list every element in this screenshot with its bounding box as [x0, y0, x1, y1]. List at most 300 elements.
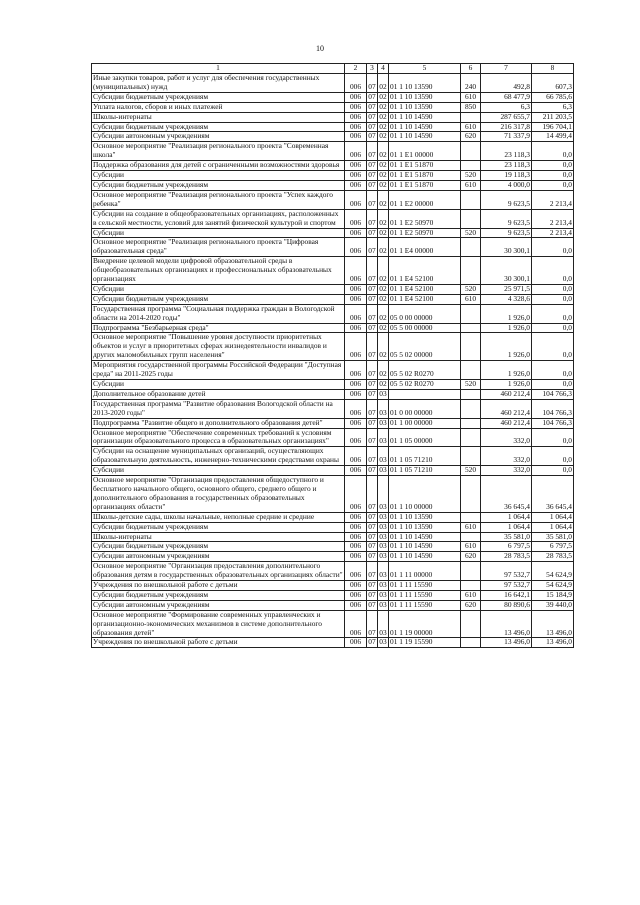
item-name: Государственная программа "Социальная поддержка граждан в Вологодской области на 2014-2020 годы" [92, 304, 345, 323]
item-name: Субсидии [92, 284, 345, 294]
amount-year-1: 1 926,0 [481, 304, 532, 323]
subsection-code: 03 [379, 541, 387, 551]
expense-type-code: 620 [461, 600, 481, 610]
subsection-code: 02 [379, 228, 387, 237]
amount-year-2: 0,0 [532, 323, 574, 333]
amount-year-2: 0,0 [532, 284, 574, 294]
amount-year-1: 4 000,0 [481, 180, 532, 190]
amount-year-1: 13 496,0 [481, 610, 532, 638]
ministry-code: 006 [345, 304, 367, 323]
table-row [92, 294, 574, 304]
target-article-code: 05 5 00 00000 [389, 323, 461, 333]
subsection-code: 02 [378, 209, 389, 228]
header-cell: 5 [389, 64, 461, 74]
target-article-code: 01 1 10 13590 [389, 522, 461, 532]
target-article-code: 01 1 E2 50970 [389, 209, 461, 228]
ministry-code: 006 [345, 428, 367, 447]
target-article-code: 01 1 10 13590 [389, 512, 461, 522]
subsection-code: 03 [379, 600, 387, 609]
amount-year-1: 19 118,3 [481, 171, 532, 181]
section-code: 07 [367, 238, 378, 257]
ministry-code: 006 [345, 294, 367, 304]
amount-year-1: 13 496,0 [481, 638, 532, 648]
target-article-code: 01 1 10 14590 [389, 122, 461, 132]
amount-year-2: 14 499,4 [532, 132, 574, 142]
subsection-code: 02 [379, 92, 387, 101]
table-row [92, 418, 574, 428]
subsection-code: 03 [379, 522, 387, 531]
item-name: Поддержка образования для детей с ограниченными возможностями здоровья [92, 161, 345, 171]
item-name: Субсидии на создание в общеобразовательных организациях, расположенных в сельской местности, условий для занятий физической культурой и спортом [92, 209, 345, 228]
expense-type-code: 610 [461, 522, 481, 532]
header-cell: 1 [92, 64, 345, 74]
ministry-code: 006 [345, 257, 367, 285]
item-name: Субсидии [92, 466, 345, 476]
item-name: Школы-детские сады, школы начальные, неполные средние и средние [92, 512, 345, 522]
target-article-code: 01 1 E1 51870 [389, 171, 461, 181]
amount-year-2: 28 783,5 [532, 552, 574, 562]
subsection-code: 03 [379, 465, 387, 475]
subsection-code: 03 [379, 590, 387, 599]
table-row [92, 532, 574, 542]
expense-type-code: 610 [461, 92, 481, 102]
amount-year-2: 2 213,4 [532, 190, 574, 209]
ministry-code: 006 [345, 389, 367, 399]
item-name: Уплата налогов, сборов и иных платежей [92, 102, 345, 112]
amount-year-2: 104 766,3 [532, 399, 574, 418]
header-row [92, 64, 574, 74]
expense-type-code: 520 [461, 380, 481, 390]
amount-year-1: 1 926,0 [481, 333, 532, 361]
table-row [92, 92, 574, 102]
subsection-code: 03 [378, 476, 389, 513]
amount-year-1: 1 926,0 [481, 361, 532, 380]
table-row [92, 209, 574, 228]
budget-table [91, 63, 574, 648]
table-row [92, 257, 574, 285]
ministry-code: 006 [345, 238, 367, 257]
target-article-code: 01 1 E1 51870 [389, 161, 461, 171]
expense-type-code [461, 333, 481, 361]
section-code: 07 [367, 428, 378, 447]
item-name: Учреждения по внешкольной работе с детьми [92, 581, 345, 591]
subsection-code: 02 [379, 180, 387, 189]
table-row [92, 512, 574, 522]
section-code: 07 [367, 304, 378, 323]
item-name: Субсидии автономным учреждениям [92, 600, 345, 610]
subsection-code: 02 [379, 294, 387, 303]
target-article-code: 05 0 00 00000 [389, 304, 461, 323]
target-article-code: 01 1 11 00000 [389, 562, 461, 581]
ministry-code: 006 [345, 228, 367, 238]
target-article-code: 01 1 E1 51870 [389, 180, 461, 190]
amount-year-2: 0,0 [532, 142, 574, 161]
amount-year-1: 35 581,0 [481, 532, 532, 542]
table-row [92, 284, 574, 294]
expense-type-code [461, 418, 481, 428]
amount-year-2: 36 645,4 [532, 476, 574, 513]
subsection-code: 02 [379, 122, 387, 131]
table-row [92, 380, 574, 390]
subsection-code: 03 [378, 447, 389, 466]
ministry-code: 006 [345, 638, 367, 648]
expense-type-code [461, 447, 481, 466]
section-code: 07 [368, 102, 376, 111]
section-code: 07 [368, 131, 376, 141]
target-article-code: 01 1 10 14590 [389, 532, 461, 542]
amount-year-1: 97 532,7 [481, 562, 532, 581]
target-article-code: 05 5 02 00000 [389, 333, 461, 361]
subsection-code: 02 [379, 102, 387, 111]
header-cell: 8 [532, 64, 574, 74]
ministry-code: 006 [345, 581, 367, 591]
ministry-code: 006 [345, 542, 367, 552]
target-article-code: 05 5 02 R0270 [389, 361, 461, 380]
item-name: Основное мероприятие "Обеспечение современных требований к условиям организации образовательного процесса в образовательных организациях" [92, 428, 345, 447]
amount-year-1: 68 477,9 [481, 92, 532, 102]
subsection-code: 02 [378, 142, 389, 161]
expense-type-code: 850 [461, 102, 481, 112]
table-row [92, 74, 574, 93]
ministry-code: 006 [345, 590, 367, 600]
amount-year-2: 0,0 [532, 361, 574, 380]
target-article-code: 01 1 E2 00000 [389, 190, 461, 209]
table-row [92, 590, 574, 600]
item-name: Основное мероприятие "Организация предоставления общедоступного и бесплатного начального общего, основного общего, среднего общего и дополнительного образования в государственных образовательных организациях области" [92, 476, 345, 513]
table-row [92, 238, 574, 257]
table-row [92, 600, 574, 610]
amount-year-2: 0,0 [532, 294, 574, 304]
table-row [92, 161, 574, 171]
target-article-code: 01 1 05 71210 [389, 447, 461, 466]
amount-year-1: 460 212,4 [481, 418, 532, 428]
section-code: 07 [368, 160, 376, 170]
expense-type-code [461, 209, 481, 228]
amount-year-2: 0,0 [532, 466, 574, 476]
table-row [92, 112, 574, 122]
amount-year-2: 2 213,4 [532, 209, 574, 228]
ministry-code: 006 [345, 122, 367, 132]
item-name: Субсидии бюджетным учреждениям [92, 92, 345, 102]
amount-year-2: 13 496,0 [532, 638, 574, 648]
item-name: Основное мероприятие "Реализация регионального проекта "Цифровая образовательная среда" [92, 238, 345, 257]
ministry-code: 006 [345, 92, 367, 102]
ministry-code: 006 [345, 180, 367, 190]
amount-year-1: 4 328,6 [481, 294, 532, 304]
amount-year-2: 6 797,5 [532, 542, 574, 552]
amount-year-1: 28 783,5 [481, 552, 532, 562]
ministry-code: 006 [345, 161, 367, 171]
subsection-code: 03 [378, 428, 389, 447]
subsection-code: 02 [379, 112, 387, 121]
subsection-code: 03 [379, 580, 387, 590]
amount-year-2: 196 704,1 [532, 122, 574, 132]
item-name: Субсидии бюджетным учреждениям [92, 180, 345, 190]
table-row [92, 428, 574, 447]
subsection-code: 02 [379, 379, 387, 388]
subsection-code: 03 [379, 389, 387, 398]
table-row [92, 228, 574, 238]
subsection-code: 03 [378, 399, 389, 418]
expense-type-code [461, 476, 481, 513]
item-name: Субсидии бюджетным учреждениям [92, 542, 345, 552]
expense-type-code [461, 581, 481, 591]
expense-type-code: 620 [461, 552, 481, 562]
amount-year-2: 0,0 [532, 333, 574, 361]
item-name: Субсидии автономным учреждениям [92, 132, 345, 142]
expense-type-code: 620 [461, 132, 481, 142]
section-code: 07 [367, 610, 378, 638]
subsection-code: 03 [378, 562, 389, 581]
section-code: 07 [368, 580, 376, 590]
ministry-code: 006 [345, 74, 367, 93]
ministry-code: 006 [345, 209, 367, 228]
item-name: Субсидии бюджетным учреждениям [92, 522, 345, 532]
amount-year-2: 0,0 [532, 428, 574, 447]
ministry-code: 006 [345, 171, 367, 181]
section-code: 07 [368, 92, 376, 101]
item-name: Основное мероприятие "Формирование современных управленческих и организационно-экономических механизмов в системе дополнительного образования детей" [92, 610, 345, 638]
item-name: Основное мероприятие "Реализация регионального проекта "Современная школа" [92, 142, 345, 161]
amount-year-1: 332,0 [481, 428, 532, 447]
section-code: 07 [368, 122, 376, 131]
amount-year-1: 460 212,4 [481, 389, 532, 399]
expense-type-code [461, 323, 481, 333]
expense-type-code [461, 532, 481, 542]
expense-type-code [461, 512, 481, 522]
item-name: Государственная программа "Развитие образования Вологодской области на 2013-2020 годы" [92, 399, 345, 418]
ministry-code: 006 [345, 102, 367, 112]
expense-type-code [461, 304, 481, 323]
target-article-code: 01 1 00 00000 [389, 418, 461, 428]
item-name: Основное мероприятие "Организация предоставления дополнительного образования детям в государственных образовательных организациях области" [93, 561, 343, 580]
section-code: 07 [367, 361, 378, 380]
table-row [92, 304, 574, 323]
header-cell: 6 [461, 64, 481, 74]
table-row [92, 122, 574, 132]
section-code: 07 [368, 228, 376, 237]
amount-year-2: 66 785,6 [532, 92, 574, 102]
section-code: 07 [367, 399, 378, 418]
item-name: Основное мероприятие "Реализация регионального проекта "Успех каждого ребенка" [92, 190, 345, 209]
ministry-code: 006 [345, 132, 367, 142]
table-row [92, 610, 574, 638]
amount-year-1: 9 623,5 [481, 190, 532, 209]
expense-type-code [461, 238, 481, 257]
amount-year-1: 492,8 [481, 74, 532, 93]
ministry-code: 006 [345, 142, 367, 161]
target-article-code: 01 1 11 15590 [389, 600, 461, 610]
target-article-code: 01 1 E4 52100 [389, 294, 461, 304]
table-row [92, 323, 574, 333]
section-code: 07 [367, 209, 378, 228]
table-row [92, 190, 574, 209]
amount-year-1: 6 797,5 [481, 542, 532, 552]
ministry-code: 006 [345, 512, 367, 522]
amount-year-2: 0,0 [532, 257, 574, 285]
ministry-code: 006 [345, 190, 367, 209]
subsection-code: 02 [379, 323, 387, 332]
subsection-code: 02 [379, 284, 387, 293]
amount-year-1: 1 064,4 [481, 522, 532, 532]
section-code: 07 [367, 562, 378, 581]
subsection-code: 02 [378, 238, 389, 257]
table-row [92, 361, 574, 380]
table-row [92, 389, 574, 399]
section-code: 07 [367, 257, 378, 285]
subsection-code: 03 [379, 418, 387, 427]
section-code: 07 [367, 447, 378, 466]
item-name: Основное мероприятие "Повышение уровня доступности приоритетных объектов и услуг в приоритетных сферах жизнедеятельности инвалидов и других маломобильных групп населения" [92, 333, 345, 361]
item-name: Школы-интернаты [92, 532, 345, 542]
target-article-code: 01 1 10 13590 [389, 92, 461, 102]
section-code: 07 [368, 590, 376, 599]
ministry-code: 006 [345, 476, 367, 513]
ministry-code: 006 [345, 418, 367, 428]
amount-year-2: 0,0 [532, 380, 574, 390]
amount-year-2: 15 184,9 [532, 590, 574, 600]
expense-type-code: 610 [461, 180, 481, 190]
target-article-code: 01 1 05 71210 [389, 466, 461, 476]
target-article-code: 01 1 11 15590 [389, 590, 461, 600]
item-name: Подпрограмма "Развитие общего и дополнительного образования детей" [92, 418, 345, 428]
amount-year-2: 211 203,5 [532, 112, 574, 122]
amount-year-2: 2 213,4 [532, 228, 574, 238]
amount-year-2: 0,0 [532, 161, 574, 171]
amount-year-2: 35 581,0 [532, 532, 574, 542]
item-name: Субсидии бюджетным учреждениям [92, 590, 345, 600]
table-row [92, 552, 574, 562]
ministry-code: 006 [345, 466, 367, 476]
table-row [92, 171, 574, 181]
section-code: 07 [368, 522, 376, 531]
target-article-code: 01 1 11 15590 [389, 581, 461, 591]
target-article-code: 01 1 10 14590 [389, 542, 461, 552]
amount-year-1: 1 064,4 [481, 512, 532, 522]
ministry-code: 006 [345, 112, 367, 122]
subsection-code: 03 [379, 532, 387, 541]
amount-year-2: 6,3 [532, 102, 574, 112]
ministry-code: 006 [345, 380, 367, 390]
ministry-code: 006 [345, 284, 367, 294]
target-article-code: 01 1 10 00000 [389, 476, 461, 513]
subsection-code: 03 [379, 512, 387, 521]
table-row [92, 542, 574, 552]
subsection-code: 02 [379, 131, 387, 141]
amount-year-1: 23 118,3 [481, 142, 532, 161]
section-code: 07 [368, 379, 376, 388]
section-code: 07 [368, 465, 376, 475]
target-article-code: 05 5 02 R0270 [389, 380, 461, 390]
expense-type-code: 520 [461, 228, 481, 238]
item-name: Субсидии на оснащение муниципальных организаций, осуществляющих образовательную деятельность, инженерно-техническими средствами охраны [92, 447, 345, 466]
section-code: 07 [367, 74, 378, 93]
target-article-code: 01 1 E2 50970 [389, 228, 461, 238]
amount-year-2: 607,3 [532, 74, 574, 93]
expense-type-code: 610 [461, 590, 481, 600]
section-code: 07 [368, 637, 376, 647]
target-article-code: 01 1 E1 00000 [389, 142, 461, 161]
item-name: Дополнительное образование детей [92, 389, 345, 399]
expense-type-code [461, 112, 481, 122]
item-name: Иные закупки товаров, работ и услуг для обеспечения государственных (муниципальных) нужд [92, 74, 345, 93]
table-row [92, 638, 574, 648]
subsection-code: 03 [379, 551, 387, 561]
target-article-code [389, 389, 461, 399]
section-code: 07 [368, 294, 376, 303]
amount-year-1: 30 300,1 [481, 257, 532, 285]
item-name: Субсидии [92, 380, 345, 390]
ministry-code: 006 [345, 447, 367, 466]
expense-type-code: 520 [461, 284, 481, 294]
page-number: 10 [316, 44, 324, 53]
amount-year-2: 54 624,9 [532, 562, 574, 581]
amount-year-2: 0,0 [532, 304, 574, 323]
section-code: 07 [368, 532, 376, 541]
table-row [92, 142, 574, 161]
item-name: Субсидии [92, 171, 345, 181]
table-row [92, 132, 574, 142]
table-row [92, 399, 574, 418]
subsection-code: 02 [378, 190, 389, 209]
amount-year-2: 0,0 [532, 180, 574, 190]
section-code: 07 [368, 512, 376, 521]
amount-year-2: 104 766,3 [532, 389, 574, 399]
amount-year-1: 36 645,4 [481, 476, 532, 513]
amount-year-1: 1 926,0 [481, 323, 532, 333]
expense-type-code: 610 [461, 294, 481, 304]
expense-type-code [461, 399, 481, 418]
amount-year-1: 332,0 [481, 466, 532, 476]
target-article-code: 01 1 05 00000 [389, 428, 461, 447]
item-name: Учреждения по внешкольной работе с детьми [92, 638, 345, 648]
amount-year-1: 80 890,6 [481, 600, 532, 610]
amount-year-2: 0,0 [532, 238, 574, 257]
expense-type-code: 520 [461, 171, 481, 181]
section-code: 07 [368, 389, 376, 398]
target-article-code: 01 1 10 14590 [389, 552, 461, 562]
subsection-code: 02 [378, 304, 389, 323]
expense-type-code [461, 389, 481, 399]
amount-year-1: 332,0 [481, 447, 532, 466]
amount-year-1: 1 926,0 [481, 380, 532, 390]
expense-type-code [461, 257, 481, 285]
subsection-code: 02 [379, 170, 387, 180]
target-article-code: 01 0 00 00000 [389, 399, 461, 418]
section-code: 07 [367, 142, 378, 161]
amount-year-2: 1 064,4 [532, 512, 574, 522]
section-code: 07 [368, 551, 376, 561]
header-cell: 3 [367, 64, 378, 74]
target-article-code: 01 1 19 00000 [389, 610, 461, 638]
amount-year-2: 13 496,0 [532, 610, 574, 638]
amount-year-2: 1 064,4 [532, 522, 574, 532]
target-article-code: 01 1 10 14590 [389, 132, 461, 142]
section-code: 07 [368, 170, 376, 180]
target-article-code: 01 1 E4 52100 [389, 284, 461, 294]
amount-year-1: 16 642,1 [481, 590, 532, 600]
subsection-code: 03 [379, 637, 387, 647]
subsection-code: 02 [378, 333, 389, 361]
ministry-code: 006 [345, 562, 367, 581]
table-row [92, 447, 574, 466]
ministry-code: 006 [345, 610, 367, 638]
target-article-code: 01 1 19 15590 [389, 638, 461, 648]
amount-year-1: 9 623,5 [481, 209, 532, 228]
amount-year-1: 460 212,4 [481, 399, 532, 418]
table-row [92, 180, 574, 190]
section-code: 07 [368, 323, 376, 332]
